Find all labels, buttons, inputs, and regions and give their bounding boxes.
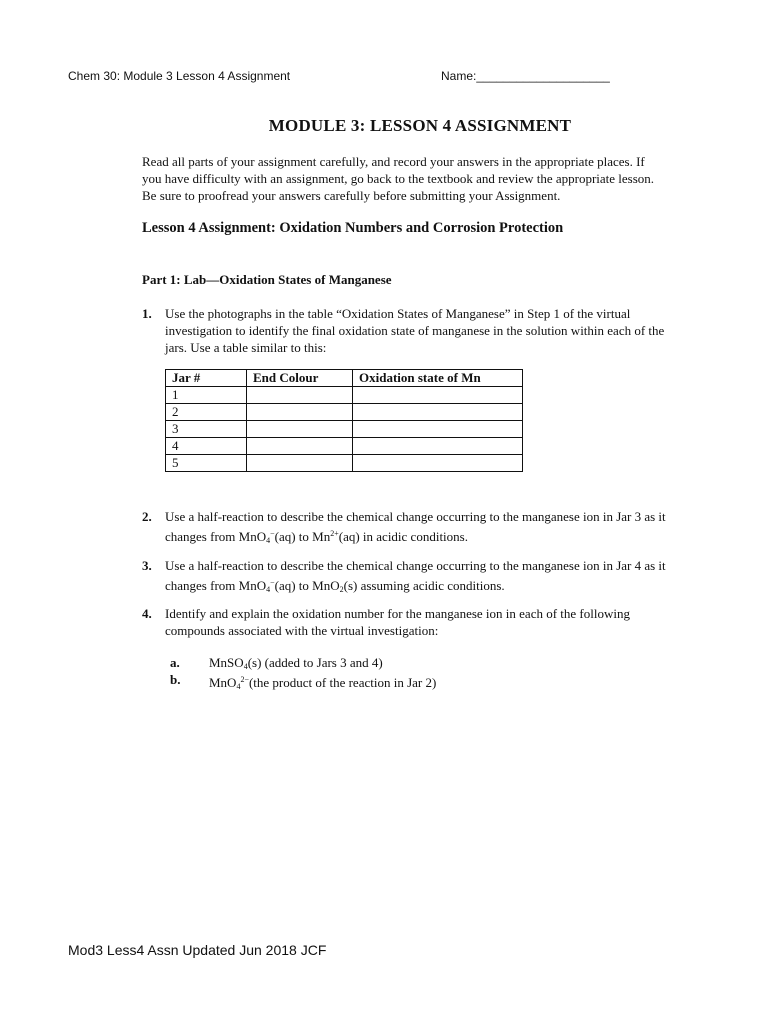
question-line: investigation to identify the final oxidation state of manganese in the solution within each of the — [165, 323, 665, 338]
oxidation-table — [165, 369, 523, 472]
oxidation-state-cell — [353, 455, 523, 472]
question-line — [165, 574, 725, 598]
question-line: Use a half-reaction to describe the chemical change occurring to the manganese ion in Jar 4 as it — [165, 558, 666, 573]
subscript: 4 — [266, 585, 271, 594]
question-2-text — [165, 508, 725, 549]
text-run: (s) (added to Jars 3 and 4) — [247, 655, 383, 670]
end-colour-cell — [247, 438, 353, 455]
jar-number-cell: 4 — [166, 438, 247, 455]
question-line: Identify and explain the oxidation number for the manganese ion in each of the following — [165, 606, 630, 621]
oxidation-state-cell — [353, 421, 523, 438]
question-4-text — [165, 605, 725, 639]
table-header-row — [166, 370, 523, 387]
page-footer: Mod3 Less4 Assn Updated Jun 2018 JCF — [68, 942, 327, 958]
subquestion-label: a. — [170, 655, 180, 670]
question-line: Use the photographs in the table “Oxidation States of Manganese” in Step 1 of the virtual — [165, 306, 631, 321]
question-number: 2. — [142, 509, 152, 524]
table-row — [166, 421, 523, 438]
column-header: Oxidation state of Mn — [353, 370, 523, 387]
column-header: Jar # — [166, 370, 247, 387]
end-colour-cell — [247, 421, 353, 438]
superscript: − — [270, 578, 275, 587]
subscript: 4 — [266, 536, 271, 545]
subquestion-label: b. — [170, 672, 181, 687]
oxidation-state-cell — [353, 438, 523, 455]
intro-line: Read all parts of your assignment carefully, and record your answers in the appropriate places. If — [142, 154, 645, 169]
jar-number-cell: 2 — [166, 404, 247, 421]
oxidation-state-cell — [353, 387, 523, 404]
subscript: 2 — [339, 585, 344, 594]
superscript: − — [270, 529, 275, 538]
subscript: 4 — [236, 682, 241, 691]
question-1-text — [165, 305, 725, 356]
text-run: (s) assuming acidic conditions. — [343, 578, 505, 593]
jar-number-cell: 1 — [166, 387, 247, 404]
jar-number-cell: 5 — [166, 455, 247, 472]
end-colour-cell — [247, 455, 353, 472]
text-run: (aq) to Mn — [274, 529, 331, 544]
superscript: 2+ — [330, 529, 339, 538]
text-run: (aq) to MnO — [274, 578, 340, 593]
table-row — [166, 387, 523, 404]
table-row — [166, 404, 523, 421]
table-row — [166, 438, 523, 455]
jar-number-cell: 3 — [166, 421, 247, 438]
text-run: MnO — [209, 675, 237, 690]
page-title: MODULE 3: LESSON 4 ASSIGNMENT — [268, 116, 572, 135]
question-number: 1. — [142, 306, 152, 321]
header-course: Chem 30: Module 3 Lesson 4 Assignment — [68, 69, 291, 83]
part1-heading: Part 1: Lab—Oxidation States of Manganese — [142, 272, 392, 287]
text-run: changes from MnO — [165, 529, 267, 544]
question-3-text — [165, 557, 725, 598]
intro-paragraph — [142, 153, 702, 204]
question-line: Use a half-reaction to describe the chemical change occurring to the manganese ion in Jar 3 as it — [165, 509, 666, 524]
text-run: MnSO — [209, 655, 244, 670]
intro-line: Be sure to proofread your answers carefully before submitting your Assignment. — [142, 188, 561, 203]
question-number: 3. — [142, 558, 152, 573]
subquestion-b-text — [209, 671, 436, 695]
question-number: 4. — [142, 606, 152, 621]
oxidation-state-cell — [353, 404, 523, 421]
subscript: 4 — [243, 662, 248, 671]
question-line: compounds associated with the virtual investigation: — [165, 623, 439, 638]
text-run: (the product of the reaction in Jar 2) — [248, 675, 437, 690]
end-colour-cell — [247, 404, 353, 421]
assignment-subtitle: Lesson 4 Assignment: Oxidation Numbers and Corrosion Protection — [142, 220, 564, 236]
question-line — [165, 525, 725, 549]
superscript: 2− — [240, 675, 249, 684]
table-row — [166, 455, 523, 472]
column-header: End Colour — [247, 370, 353, 387]
text-run: changes from MnO — [165, 578, 267, 593]
text-run: (aq) in acidic conditions. — [338, 529, 468, 544]
end-colour-cell — [247, 387, 353, 404]
intro-line: you have difficulty with an assignment, go back to the textbook and review the appropriate lesson. — [142, 171, 655, 186]
question-line: jars. Use a table similar to this: — [165, 340, 327, 355]
header-name-field: Name:____________________ — [441, 69, 610, 83]
